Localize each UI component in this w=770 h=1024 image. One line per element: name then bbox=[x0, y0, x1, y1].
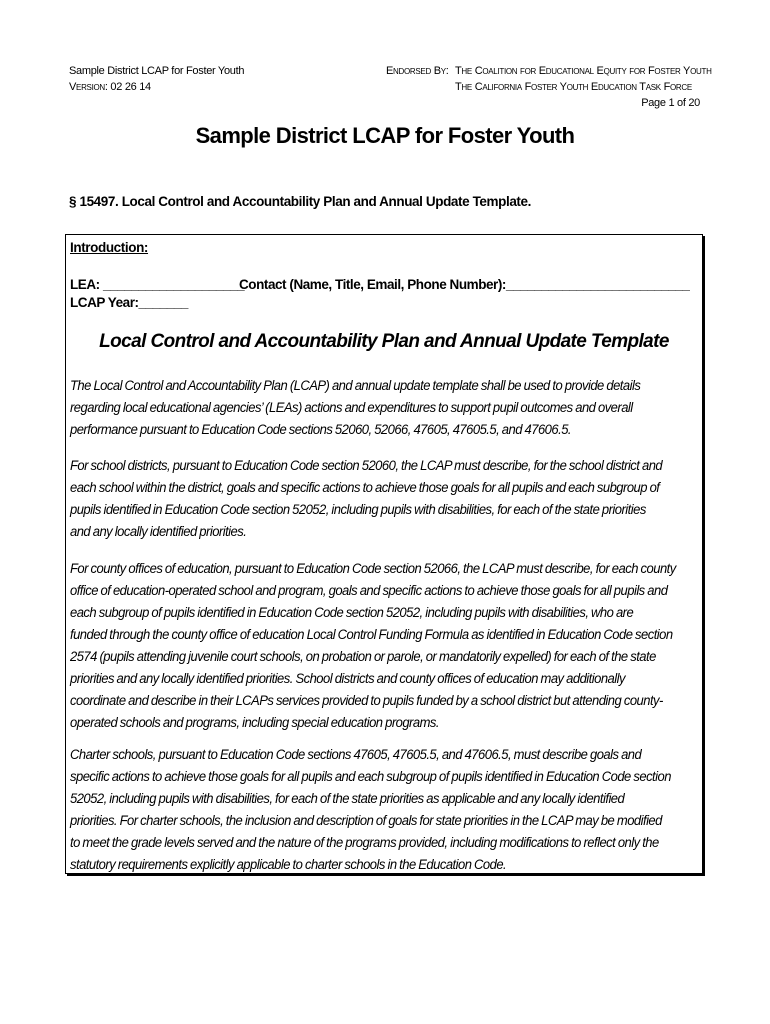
header-endorsed-by-label: Endorsed By: bbox=[386, 65, 449, 77]
paragraph-line: 52052, including pupils with disabilities, for each of the state priorities as applicable and any locally identified bbox=[70, 791, 625, 806]
header-endorsers bbox=[455, 63, 712, 95]
document-title: Sample District LCAP for Foster Youth bbox=[195, 123, 575, 148]
paragraph-line: and any locally identified priorities. bbox=[70, 524, 247, 539]
paragraph-line: For county offices of education, pursuant to Education Code section 52066, the LCAP must describe, for each county bbox=[70, 561, 676, 576]
paragraph-line: coordinate and describe in their LCAPs services provided to pupils funded by a school district but attending county- bbox=[70, 693, 663, 708]
paragraph-line: Charter schools, pursuant to Education Code sections 47605, 47605.5, and 47606.5, must describe goals and bbox=[70, 747, 642, 762]
header-doc-name: Sample District LCAP for Foster Youth bbox=[69, 65, 245, 77]
contact-field: Contact (Name, Title, Email, Phone Number):__________________________ bbox=[239, 277, 690, 292]
header-version: Version: 02 26 14 bbox=[69, 81, 151, 93]
paragraph-line: each school within the district, goals and specific actions to achieve those goals for all pupils and each subgroup of bbox=[70, 480, 660, 495]
template-title: Local Control and Accountability Plan and Annual Update Template bbox=[99, 331, 669, 352]
paragraph-line: pupils identified in Education Code section 52052, including pupils with disabilities, for each of the state priorities bbox=[70, 502, 646, 517]
paragraph-line: performance pursuant to Education Code sections 52060, 52066, 47605, 47605.5, and 47606.5. bbox=[70, 422, 572, 437]
paragraph-line: office of education-operated school and program, goals and specific actions to achieve those goals for all pupils and bbox=[70, 583, 668, 598]
paragraph-line: regarding local educational agencies’ (LEAs) actions and expenditures to support pupil outcomes and overall bbox=[70, 400, 633, 415]
paragraph-county-offices bbox=[70, 558, 688, 734]
paragraph-line: The Local Control and Accountability Plan (LCAP) and annual update template shall be used to provide details bbox=[70, 378, 641, 393]
header-endorser-2: The California Foster Youth Education Task Force bbox=[455, 81, 692, 93]
paragraph-line: to meet the grade levels served and the nature of the programs provided, including modifications to reflect only the bbox=[70, 835, 659, 850]
paragraph-line: For school districts, pursuant to Education Code section 52060, the LCAP must describe, for the school district and bbox=[70, 458, 663, 473]
paragraph-charter-schools bbox=[70, 744, 688, 876]
paragraph-line: statutory requirements explicitly applicable to charter schools in the Education Code. bbox=[70, 857, 507, 872]
lea-field: LEA: ____________________ bbox=[70, 277, 245, 292]
paragraph-line: funded through the county office of education Local Control Funding Formula as identified in Education Code section bbox=[70, 627, 673, 642]
paragraph-overview bbox=[70, 375, 688, 441]
paragraph-line: priorities. For charter schools, the inclusion and description of goals for state priorities in the LCAP may be modified bbox=[70, 813, 662, 828]
section-heading: § 15497. Local Control and Accountability Plan and Annual Update Template. bbox=[69, 194, 531, 209]
paragraph-line: each subgroup of pupils identified in Education Code section 52052, including pupils with disabilities, who are bbox=[70, 605, 634, 620]
page-number: Page 1 of 20 bbox=[641, 97, 700, 109]
paragraph-line: 2574 (pupils attending juvenile court schools, on probation or parole, or mandatorily expelled) for each of the state bbox=[70, 649, 656, 664]
header-left bbox=[69, 63, 244, 95]
lcap-year-field: LCAP Year:_______ bbox=[70, 295, 188, 310]
paragraph-school-districts bbox=[70, 455, 688, 543]
paragraph-line: priorities and any locally identified priorities. School districts and county offices of education may additionally bbox=[70, 671, 625, 686]
introduction-box bbox=[65, 234, 703, 874]
paragraph-line: operated schools and programs, including special education programs. bbox=[70, 715, 439, 730]
paragraph-line: specific actions to achieve those goals for all pupils and each subgroup of pupils identified in Education Code section bbox=[70, 769, 671, 784]
introduction-label: Introduction: bbox=[70, 240, 149, 255]
header-endorser-1: The Coalition for Educational Equity for Foster Youth bbox=[455, 65, 712, 77]
